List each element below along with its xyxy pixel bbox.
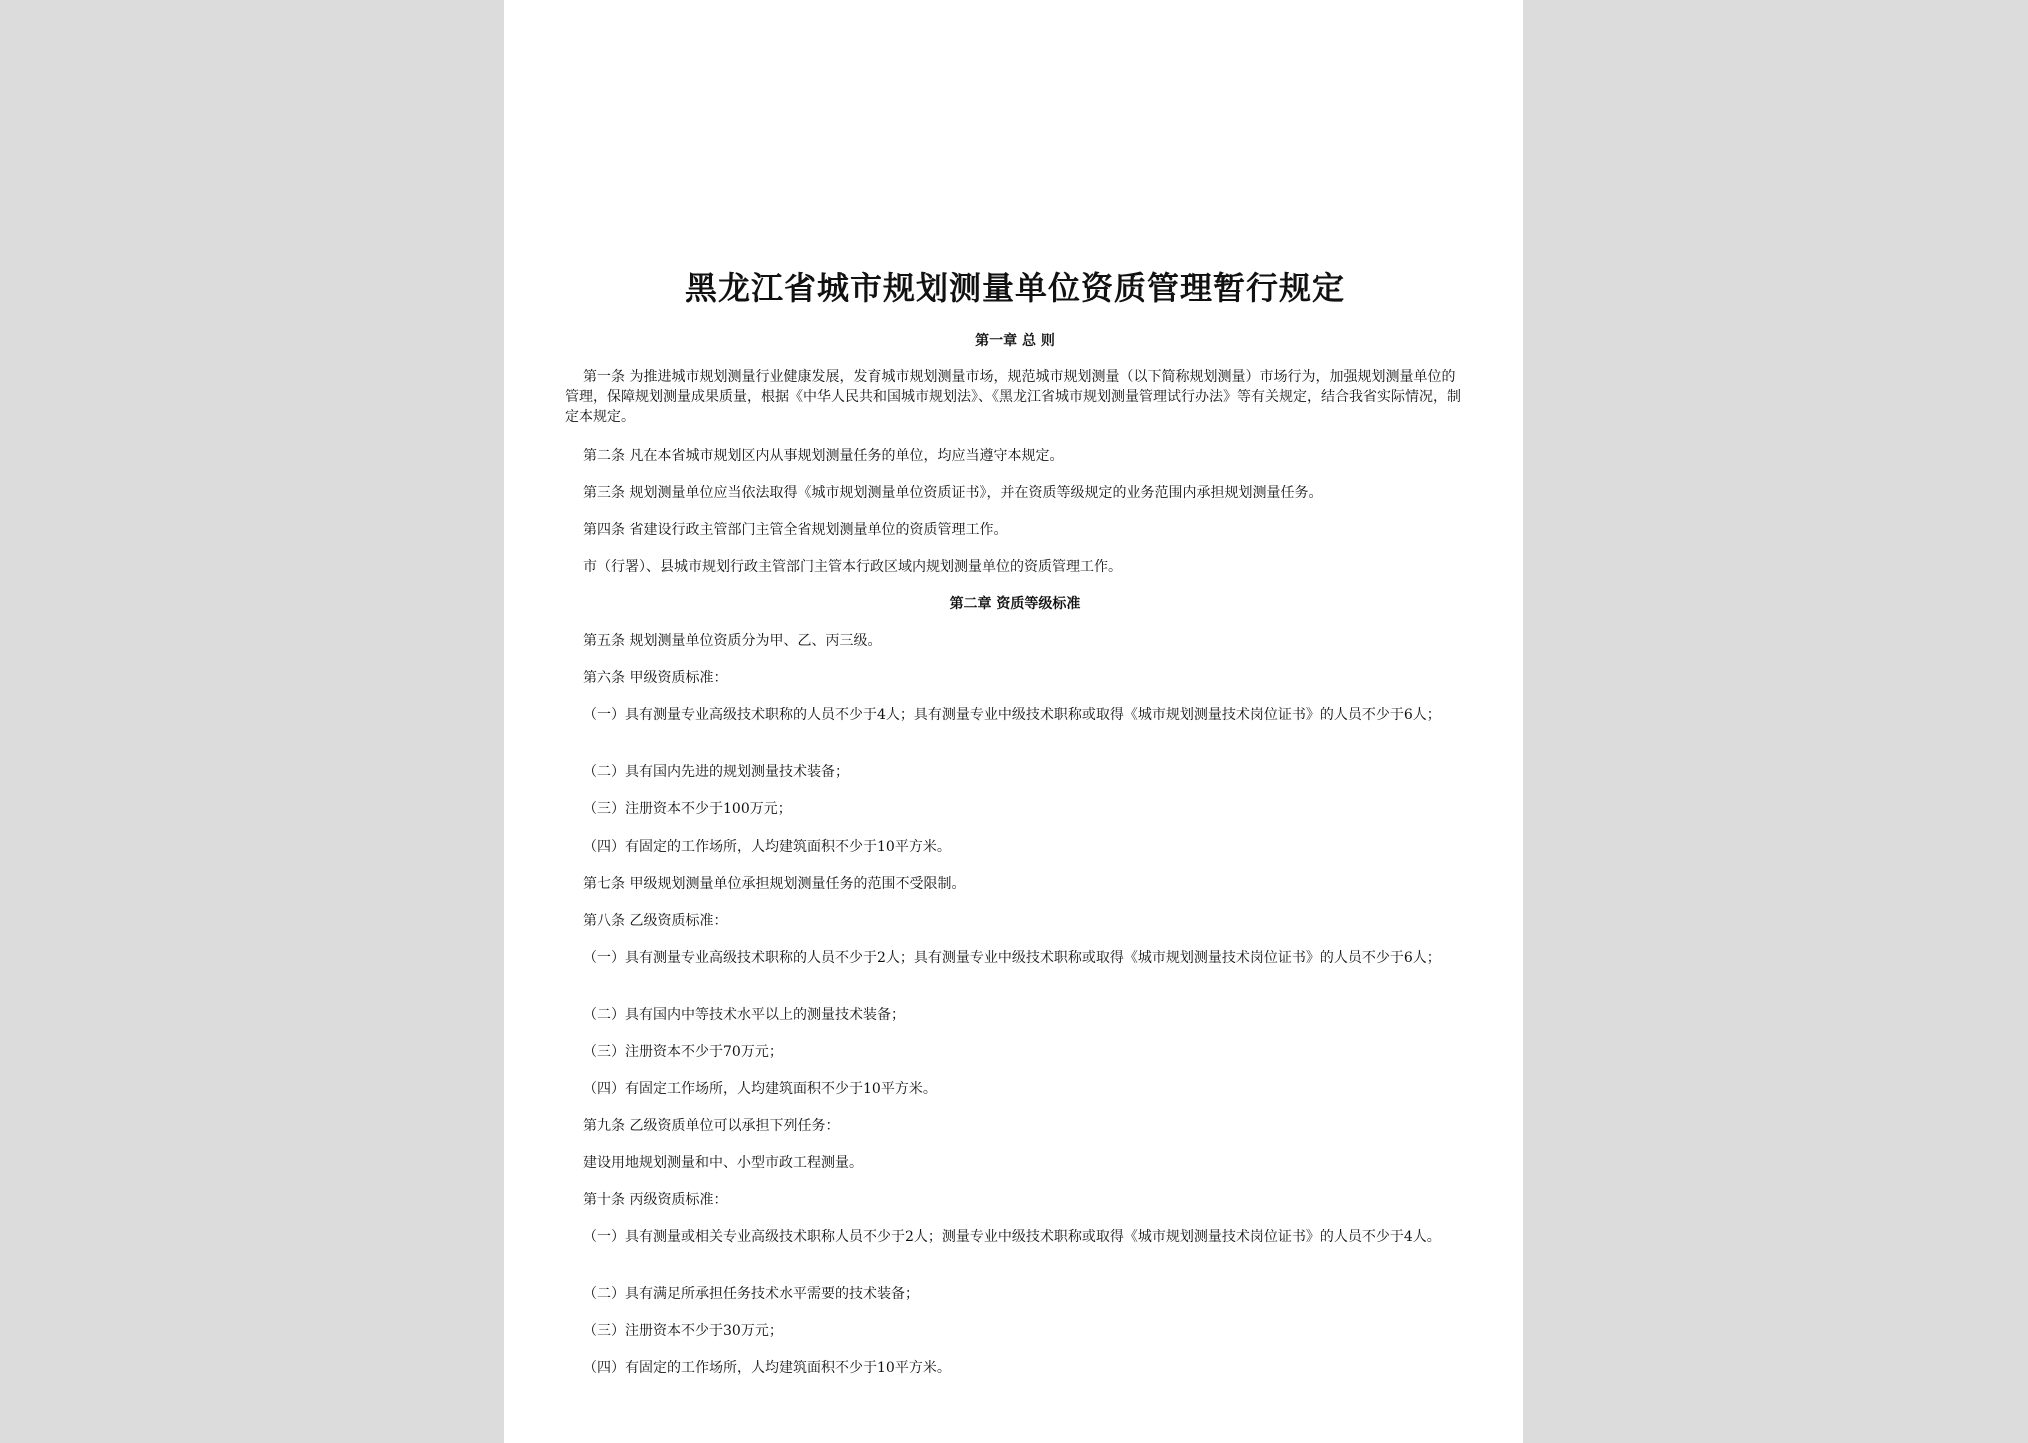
article-paragraph: （三）注册资本不少于70万元； [583,1044,783,1060]
document-title: 黑龙江省城市规划测量单位资质管理暂行规定 [684,269,1345,307]
article-paragraph: （四）有固定的工作场所，人均建筑面积不少于10平方米。 [583,1360,951,1376]
article-paragraph: （三）注册资本不少于30万元； [583,1323,783,1339]
article-paragraph: （一）具有测量专业高级技术职称的人员不少于2人；具有测量专业中级技术职称或取得《城市规划测量技术岗位证书》的人员不少于6人； [583,950,1441,966]
article-paragraph: 第六条 甲级资质标准： [583,670,728,686]
document-page [504,0,1523,1443]
article-paragraph: 第十条 丙级资质标准： [583,1192,728,1208]
article-paragraph: 建设用地规划测量和中、小型市政工程测量。 [583,1155,863,1171]
article-paragraph: （一）具有测量或相关专业高级技术职称人员不少于2人；测量专业中级技术职称或取得《城市规划测量技术岗位证书》的人员不少于4人。 [583,1229,1441,1245]
article-paragraph: （二）具有国内中等技术水平以上的测量技术装备； [583,1007,905,1023]
article-paragraph: （四）有固定的工作场所，人均建筑面积不少于10平方米。 [583,839,951,855]
article-paragraph: （一）具有测量专业高级技术职称的人员不少于4人；具有测量专业中级技术职称或取得《城市规划测量技术岗位证书》的人员不少于6人； [583,707,1441,723]
article-paragraph: （二）具有国内先进的规划测量技术装备； [583,764,849,780]
article-paragraph: （四）有固定工作场所，人均建筑面积不少于10平方米。 [583,1081,937,1097]
document-content [565,0,1465,1443]
article-paragraph: （三）注册资本不少于100万元； [583,801,792,817]
article-paragraph: 第九条 乙级资质单位可以承担下列任务： [583,1118,840,1134]
article-paragraph: 第八条 乙级资质标准： [583,913,728,929]
article-paragraph: （二）具有满足所承担任务技术水平需要的技术装备； [583,1286,919,1302]
chapter-heading: 第一章 总 则 [975,333,1055,349]
article-paragraph: 第七条 甲级规划测量单位承担规划测量任务的范围不受限制。 [583,876,966,892]
article-paragraph: 第四条 省建设行政主管部门主管全省规划测量单位的资质管理工作。 [583,522,1008,538]
article-paragraph: 第三条 规划测量单位应当依法取得《城市规划测量单位资质证书》，并在资质等级规定的业务范围内承担规划测量任务。 [583,485,1323,501]
article-paragraph: 第五条 规划测量单位资质分为甲、乙、丙三级。 [583,633,882,649]
chapter-heading: 第二章 资质等级标准 [949,596,1081,612]
article-paragraph: 第一条 为推进城市规划测量行业健康发展，发育城市规划测量市场，规范城市规划测量（以下简称规划测量）市场行为，加强规划测量单位的管理，保障规划测量成果质量，根据《中华人民共和国城市规划法》、《黑龙江省城市规划测量管理试行办法》等有关规定，结合我省实际情况，制定本规定。 [565,369,1461,425]
article-paragraph: 市（行署）、县城市规划行政主管部门主管本行政区域内规划测量单位的资质管理工作。 [583,559,1122,575]
article-paragraph: 第二条 凡在本省城市规划区内从事规划测量任务的单位，均应当遵守本规定。 [583,448,1064,464]
